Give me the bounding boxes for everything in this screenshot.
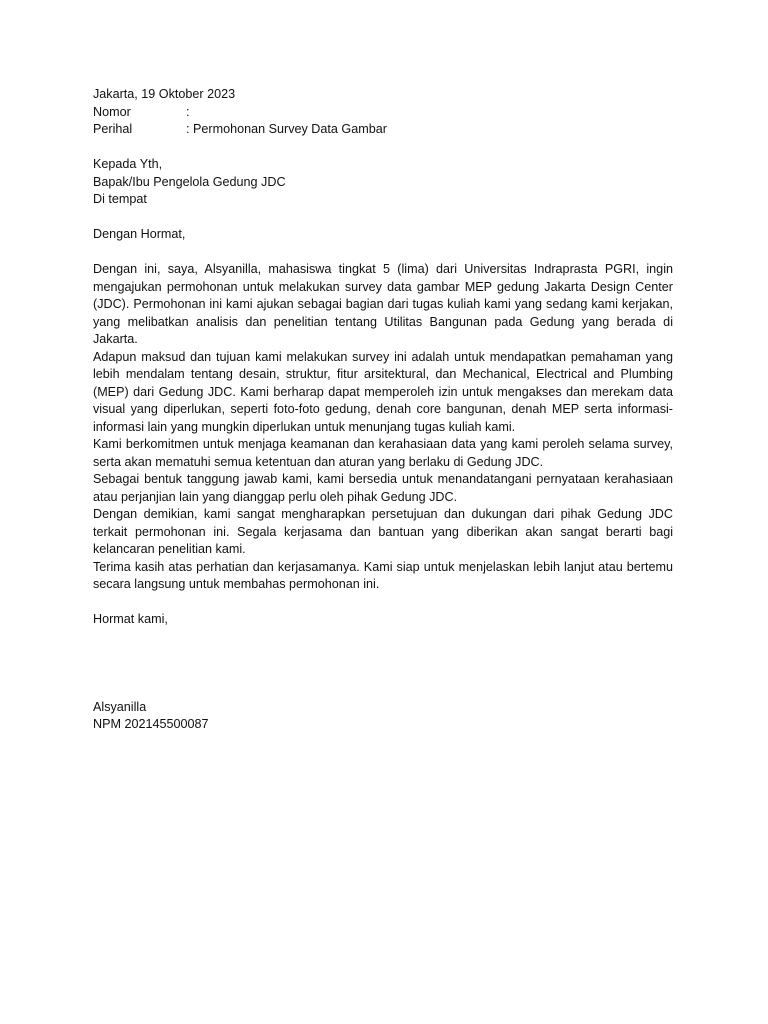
body-paragraph-1: Dengan ini, saya, Alsyanilla, mahasiswa tingkat 5 (lima) dari Universitas Indraprasta PGRI, ingin mengajukan permohonan untuk melakukan survey data gambar MEP gedung Jakarta Design Center (JDC). Permohonan ini kami ajukan sebagai bagian dari tugas kuliah kami yang sedang kami kerjakan, yang melibatkan analisis dan penelitian tentang Utilitas Bangunan pada Gedung yang berada di Jakarta.: [93, 262, 673, 346]
subject-row: [93, 121, 673, 139]
closing: Hormat kami,: [93, 612, 168, 626]
body-paragraph-5: Dengan demikian, kami sangat mengharapkan persetujuan dan dukungan dari pihak Gedung JDC terkait permohonan ini. Segala kerjasama dan bantuan yang diberikan akan sangat berarti bagi kelancaran penelitian kami.: [93, 507, 673, 556]
subject-value: : Permohonan Survey Data Gambar: [186, 122, 387, 136]
number-label: Nomor: [93, 104, 131, 119]
recipient-line-2: Bapak/Ibu Pengelola Gedung JDC: [93, 174, 286, 189]
recipient-line-3: Di tempat: [93, 192, 147, 206]
body-paragraph-2: Adapun maksud dan tujuan kami melakukan survey ini adalah untuk mendapatkan pemahaman yang lebih mendalam tentang desain, struktur, fitur arsitektural, dan Mechanical, Electrical and Plumbing (MEP) dari Gedung JDC. Kami berharap dapat memperoleh izin untuk mengakses dan merekam data visual yang diperlukan, seperti foto-foto gedung, denah core bangunan, denah MEP serta informasi-informasi lain yang mungkin diperlukan untuk menunjang tugas kuliah kami.: [93, 349, 673, 434]
closing-paragraph: Terima kasih atas perhatian dan kerjasamanya. Kami siap untuk menjelaskan lebih lanjut atau bertemu secara langsung untuk membahas permohonan ini.: [93, 559, 673, 591]
recipient-block: [93, 156, 673, 209]
body-paragraphs: [93, 261, 673, 559]
subject-label: Perihal: [93, 122, 133, 136]
signature-space: [93, 629, 673, 699]
body-paragraph-4: Sebagai bentuk tanggung jawab kami, kami bersedia untuk menandatangani pernyataan kerahasiaan atau perjanjian lain yang dianggap perlu oleh pihak Gedung JDC.: [93, 472, 673, 504]
recipient-line-1: Kepada Yth,: [93, 157, 163, 171]
letter-page: [93, 86, 673, 734]
place-date: Jakarta, 19 Oktober 2023: [93, 87, 236, 101]
signer-id: NPM 202145500087: [93, 717, 209, 731]
greeting: Dengan Hormat,: [93, 227, 186, 241]
number-value: :: [186, 104, 190, 119]
signer-name: Alsyanilla: [93, 699, 147, 714]
number-row: [93, 104, 673, 122]
body-paragraph-3: Kami berkomitmen untuk menjaga keamanan dan kerahasiaan data yang kami peroleh selama survey, serta akan mematuhi semua ketentuan dan aturan yang berlaku di Gedung JDC.: [93, 437, 673, 469]
